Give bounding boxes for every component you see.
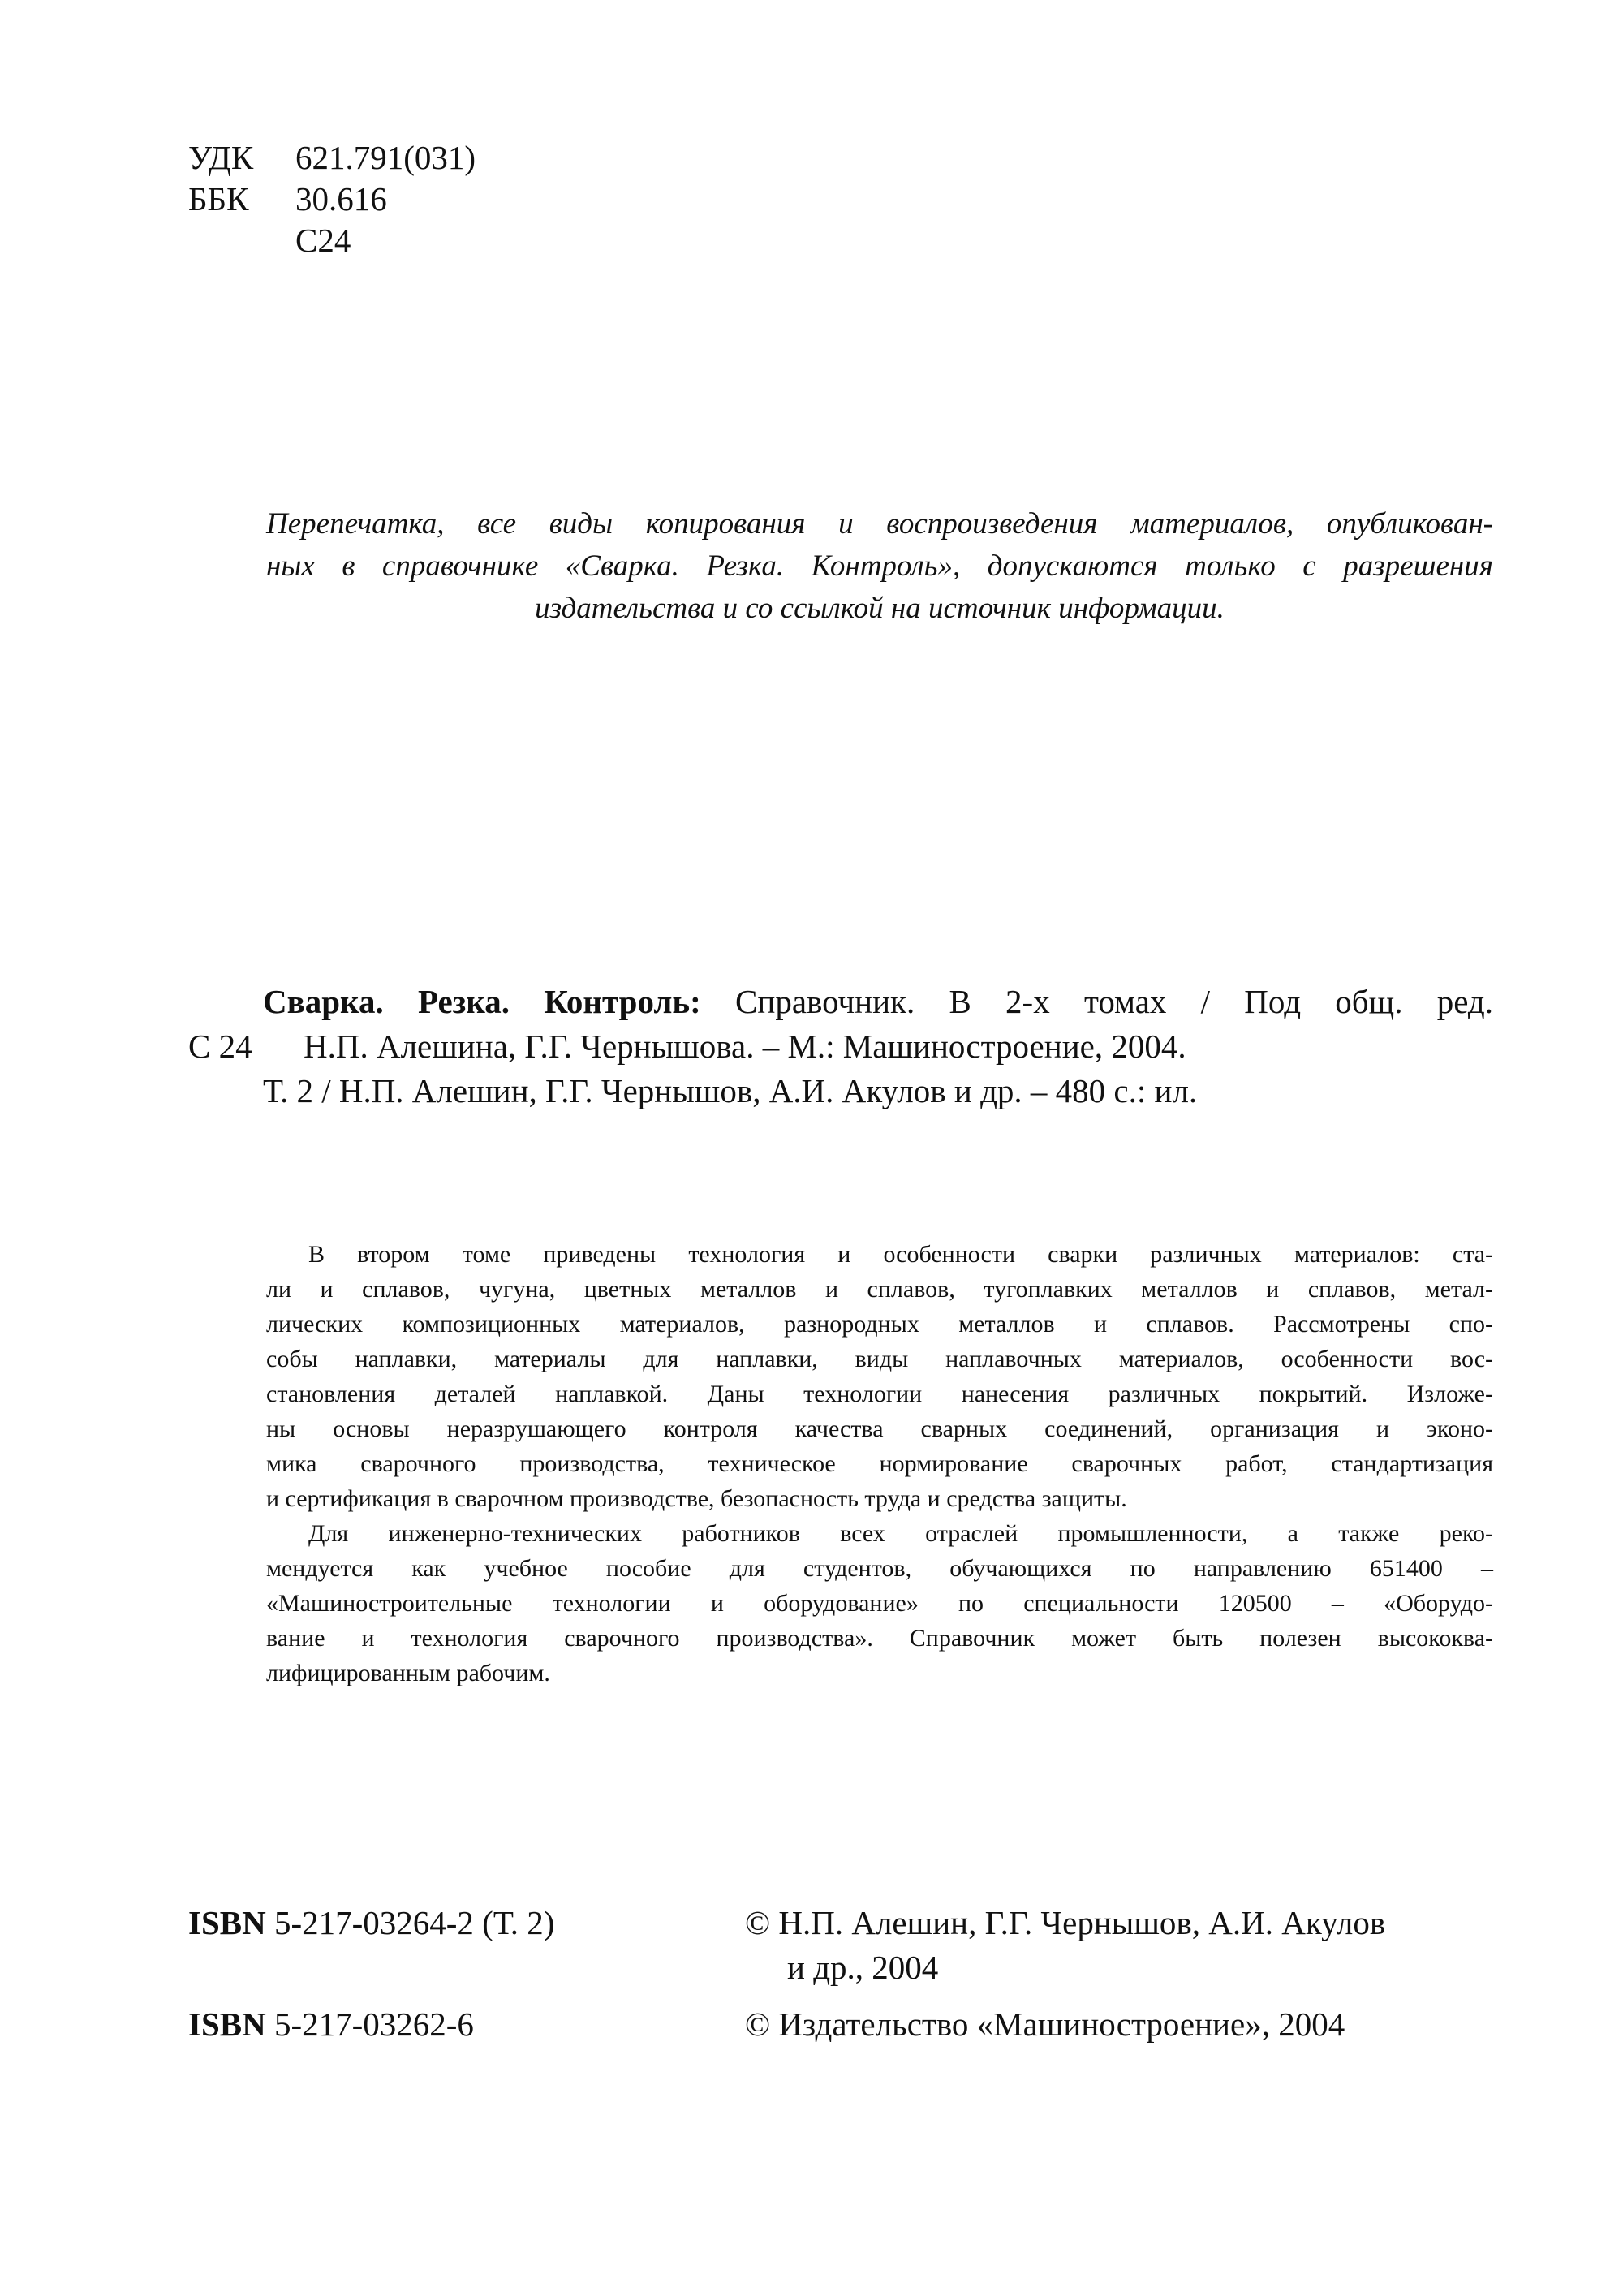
- isbn-volume-2: [188, 1900, 554, 1946]
- bbk-label: ББК: [188, 180, 249, 218]
- book-title: Сварка. Резка. Контроль:: [263, 983, 701, 1020]
- author-sign: С24: [295, 222, 351, 259]
- notice-line: ных в справочнике «Сварка. Резка. Контроль», допускаются только с разрешения: [266, 549, 1493, 583]
- annotation: [266, 1237, 1493, 1691]
- notice-line: Перепечатка, все виды копирования и воспроизведения материалов, опубликован-: [266, 507, 1493, 541]
- annotation-line: «Машиностроительные технологии и оборудование» по специальности 120500 – «Оборудо-: [266, 1590, 1493, 1617]
- bib-line-1: [263, 979, 1493, 1025]
- bbk-value: 30.616: [295, 180, 387, 218]
- annotation-line: мендуется как учебное пособие для студентов, обучающихся по направлению 651400 –: [266, 1555, 1493, 1582]
- bbk-row: [188, 174, 387, 223]
- udk-value: 621.791(031): [295, 139, 476, 176]
- bib-line-3: Т. 2 / Н.П. Алешин, Г.Г. Чернышов, А.И. Акулов и др. – 480 с.: ил.: [263, 1072, 1198, 1109]
- annotation-line: В втором томе приведены технология и особенности сварки различных материалов: ста-: [308, 1241, 1493, 1268]
- isbn-label: ISBN: [188, 1904, 266, 1941]
- bib-author-sign: С 24: [188, 1027, 252, 1065]
- copyright-notice: [266, 503, 1493, 630]
- copyright-authors-cont: и др., 2004: [787, 1949, 939, 1986]
- annotation-line: лифицированным рабочим.: [266, 1660, 550, 1686]
- copyright-authors: © Н.П. Алешин, Г.Г. Чернышов, А.И. Акулов: [745, 1904, 1386, 1941]
- annotation-line: вание и технология сварочного производства». Справочник может быть полезен высококва-: [266, 1625, 1493, 1652]
- isbn-label: ISBN: [188, 2005, 266, 2043]
- annotation-line: становления деталей наплавкой. Даны технологии нанесения различных покрытий. Изложе-: [266, 1381, 1493, 1407]
- copyright-publisher: © Издательство «Машиностроение», 2004: [745, 2005, 1345, 2043]
- udk-label: УДК: [188, 139, 254, 176]
- isbn-value: 5-217-03264-2 (Т. 2): [273, 1904, 555, 1941]
- annotation-line: собы наплавки, материалы для наплавки, виды наплавочных материалов, особенности вос-: [266, 1346, 1493, 1372]
- notice-line: издательства и со ссылкой на источник информации.: [535, 592, 1225, 625]
- annotation-line: лических композиционных материалов, разнородных металлов и сплавов. Рассмотрены спо-: [266, 1311, 1493, 1338]
- annotation-line: ны основы неразрушающего контроля качества сварных соединений, организация и эконо-: [266, 1415, 1493, 1442]
- isbn-set: [188, 2001, 474, 2048]
- bib-line-1-rest: Справочник. В 2-х томах / Под общ. ред.: [735, 983, 1494, 1020]
- isbn-value: 5-217-03262-6: [273, 2005, 474, 2043]
- annotation-line: и сертификация в сварочном производстве, безопасность труда и средства защиты.: [266, 1485, 1127, 1512]
- annotation-line: Для инженерно-технических работников всех отраслей промышленности, а также реко-: [308, 1520, 1493, 1547]
- annotation-line: ли и сплавов, чугуна, цветных металлов и сплавов, тугоплавких металлов и сплавов, метал-: [266, 1276, 1493, 1303]
- annotation-line: мика сварочного производства, техническое нормирование сварочных работ, стандартизация: [266, 1450, 1493, 1477]
- bib-line-2: Н.П. Алешина, Г.Г. Чернышова. – М.: Машиностроение, 2004.: [304, 1027, 1186, 1065]
